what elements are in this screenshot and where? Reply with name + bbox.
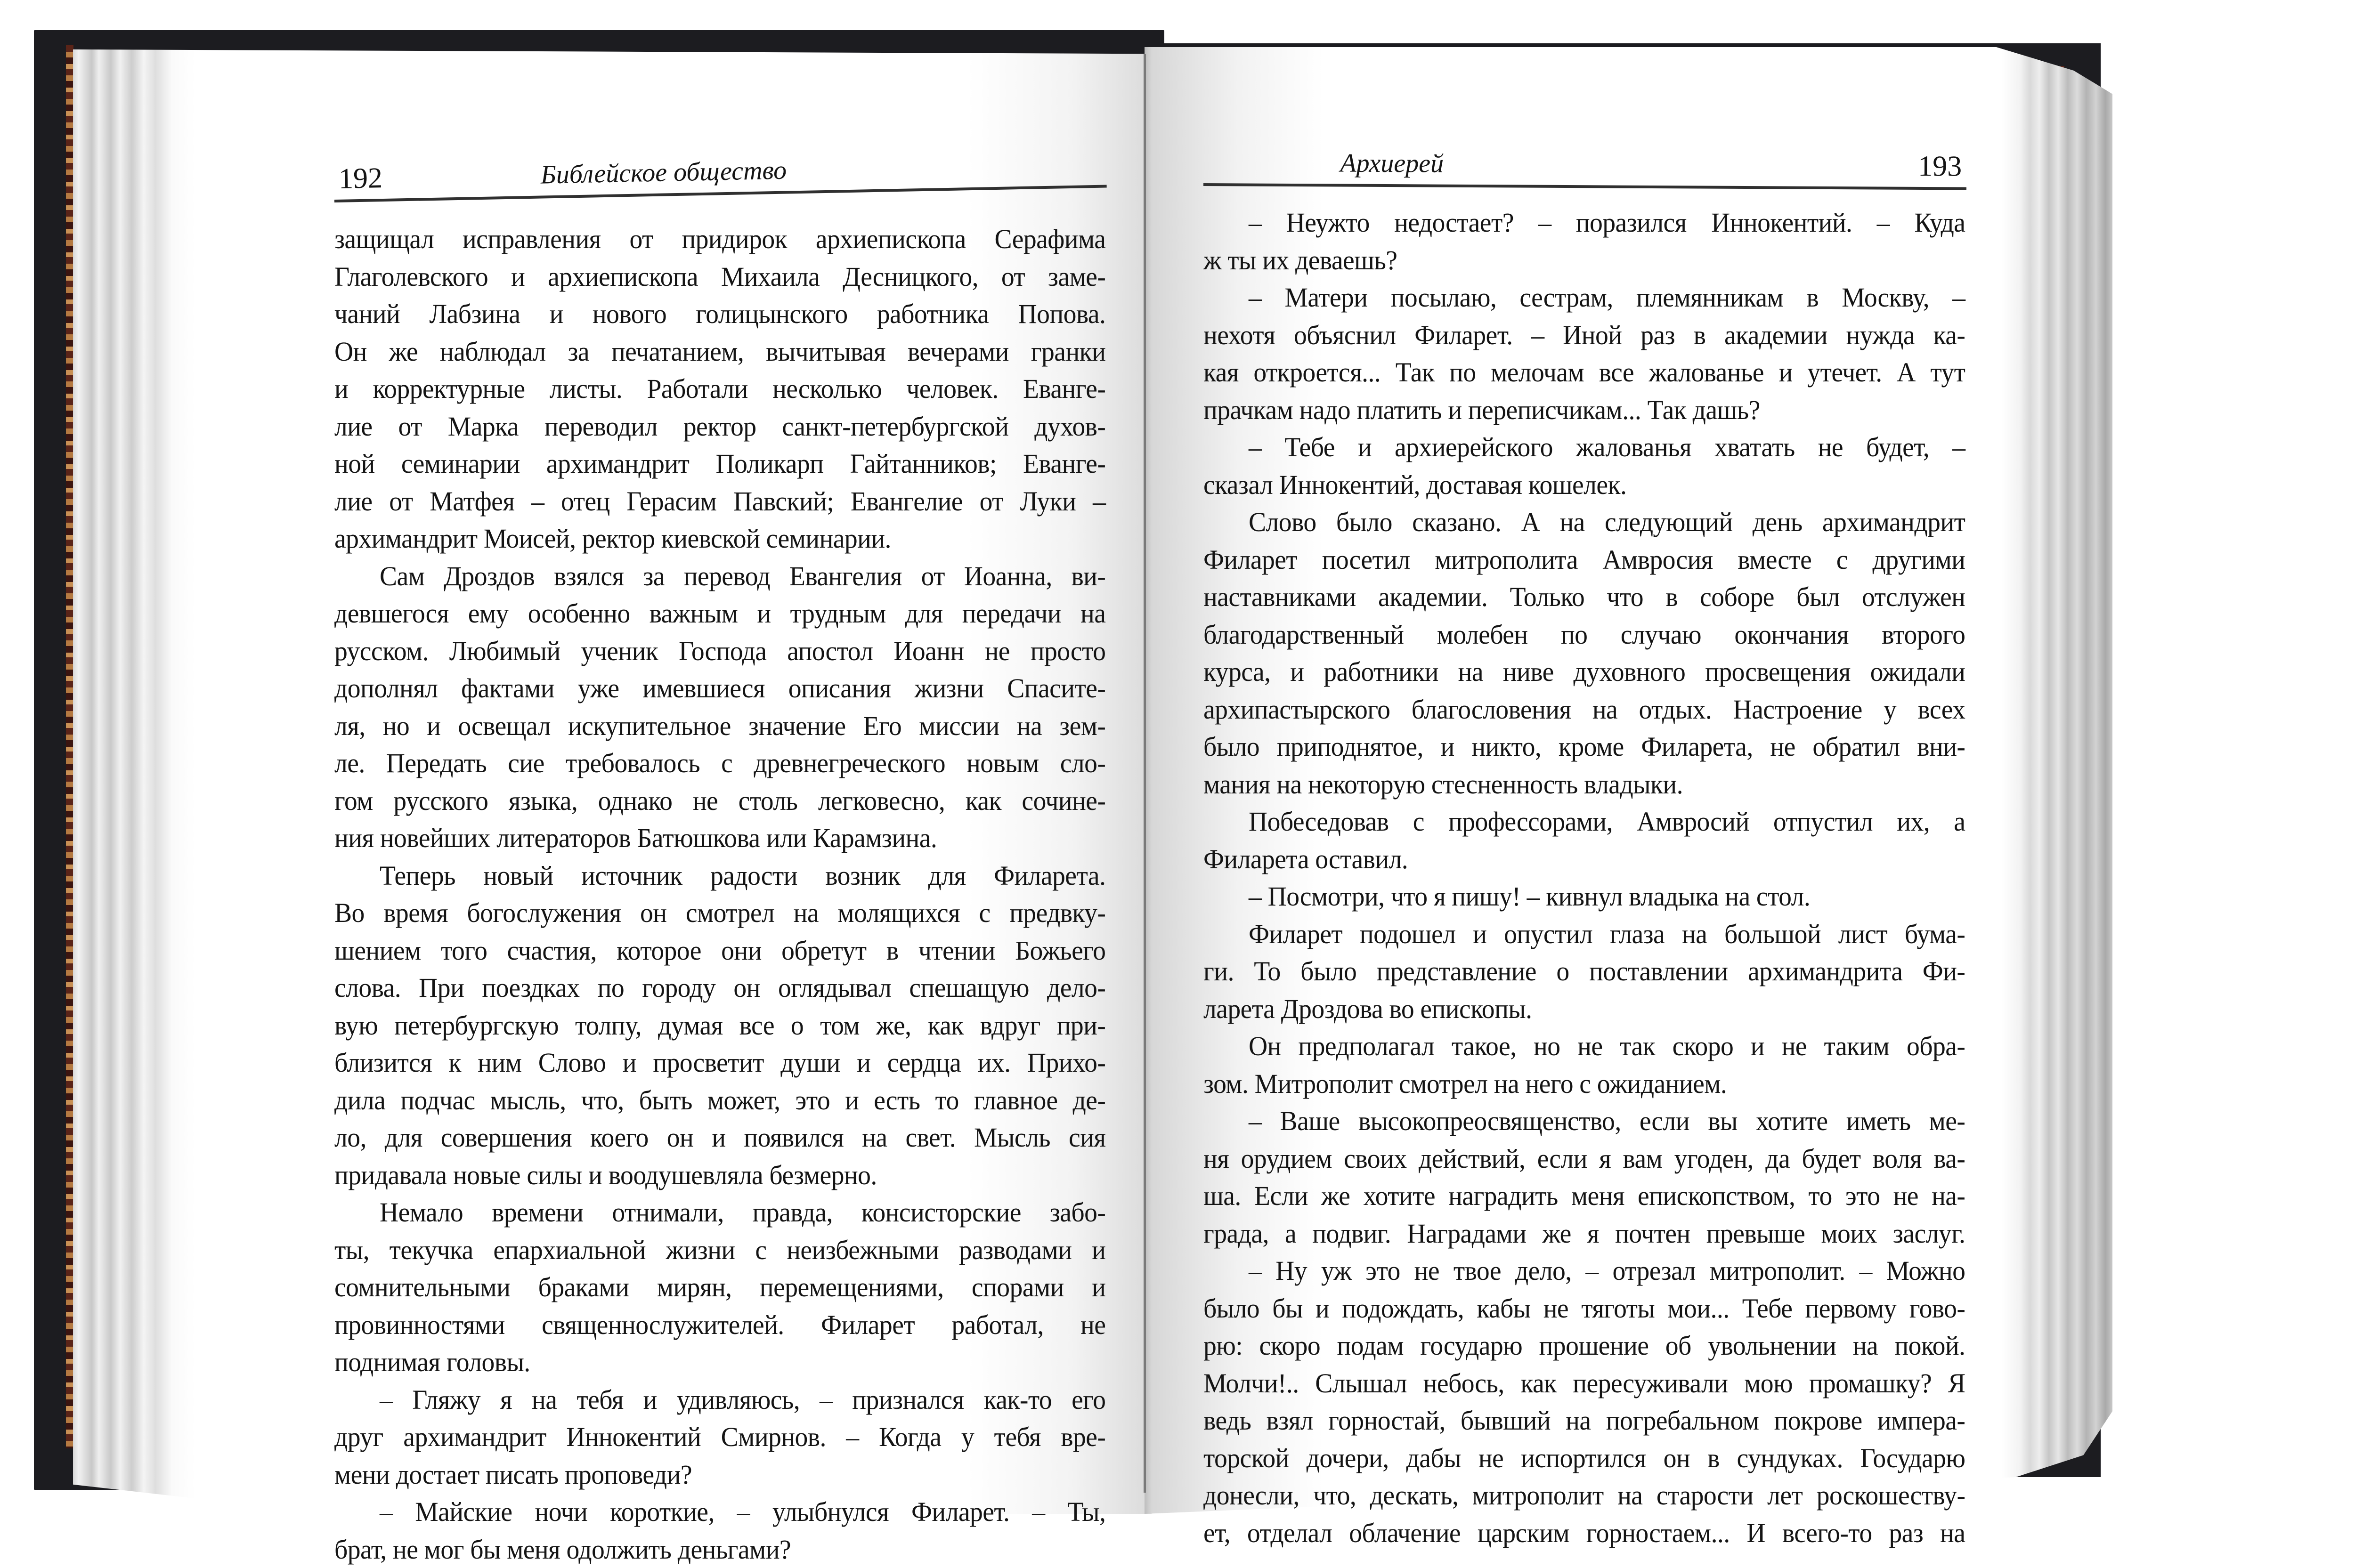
text-line: – Гляжу я на тебя и удивляюсь, – признался как-то его [334,1381,1105,1419]
text-line: сказал Иннокентий, доставая кошелек. [1203,466,1965,504]
text-line: Слово было сказано. А на следующий день архимандрит [1203,503,1965,541]
text-line: ж ты их деваешь? [1203,242,1965,279]
text-line: провинностями священнослужителей. Филарет работал, не [334,1306,1105,1344]
text-line: града, а подвиг. Наградами же я почтен превыше моих заслуг. [1203,1215,1965,1253]
left-page [334,155,1107,1568]
text-line: брат, не мог бы меня одолжить деньгами? [334,1531,1105,1568]
text-line: зом. Митрополит смотрел на него с ожиданием. [1203,1065,1965,1103]
text-line: дополнял фактами уже имевшиеся описания жизни Спасите- [334,670,1105,707]
text-line: придавала новые силы и воодушевляла безмерно. [334,1156,1105,1194]
text-line: нехотя объяснил Филарет. – Иной раз в академии нужда ка- [1203,316,1965,354]
running-title: Архиерей [1203,147,1580,179]
text-line: слова. При поездках по городу он оглядывал спешащую дело- [334,969,1105,1007]
text-line: чаний Лабзина и нового голицынского работника Попова. [334,295,1105,333]
text-line: Теперь новый источник радости возник для Филарета. [334,857,1105,895]
page-body-text [334,220,1107,1568]
header-rule [1203,183,1966,190]
text-line: мания на некоторую стесненность владыки. [1203,766,1965,803]
text-line: Молчи!.. Слышал небось, как пересуживали мою промашку? Я [1203,1365,1965,1402]
running-title: Библейское общество [333,151,993,194]
text-line: ле. Передать сие требовалось с древнегреческого новым сло- [334,744,1105,782]
text-line: архипастырского благословения на отдых. Настроение у всех [1203,691,1965,728]
text-line: ги. То было представление о поставлении архимандрита Фи- [1203,953,1965,990]
text-line: Сам Дроздов взялся за перевод Евангелия от Иоанна, ви- [334,558,1105,595]
text-line: курса, и работники на ниве духовного просвещения ожидали [1203,653,1965,691]
text-line: – Посмотри, что я пишу! – кивнул владыка на стол. [1203,878,1965,915]
text-line: Побеседовав с профессорами, Амвросий отпустил их, а [1203,803,1965,841]
text-line: лие от Матфея – отец Герасим Павский; Евангелие от Луки – [334,483,1105,520]
running-head-right [1203,139,1967,190]
text-line: было приподнятое, и никто, кроме Филарета, не обратил вни- [1203,728,1965,766]
text-line: Филарет подошел и опустил глаза на большой лист бума- [1203,915,1965,953]
text-line: рю: скоро подам государю прошение об увольнении на покой. [1203,1327,1965,1365]
text-line: донесли, что, дескать, митрополит на старости лет роскошеству- [1203,1477,1965,1514]
text-line: друг архимандрит Иннокентий Смирнов. – Когда у тебя вре- [334,1418,1105,1456]
text-line: Немало времени отнимали, правда, консисторские забо- [334,1194,1105,1231]
text-line: ня орудием своих действий, если я вам угоден, да будет воля ва- [1203,1140,1965,1178]
text-line: сомнительными браками мирян, перемещениями, спорами и [334,1269,1105,1306]
text-line: и корректурные листы. Работали несколько человек. Еванге- [334,370,1105,408]
text-line: ведь взял горностай, бывший на погребальном покрове импера- [1203,1402,1965,1439]
text-line: – Ваше высокопреосвященство, если вы хотите иметь ме- [1203,1102,1965,1140]
text-line: Глаголевского и архиепископа Михаила Десницкого, от заме- [334,258,1105,296]
text-line: Филарета оставил. [1203,841,1965,878]
text-line: кая откроется... Так по мелочам все жалованье и утечет. А тут [1203,354,1965,391]
text-line: ет, отделал облачение царским горностаем... И всего-то раз на [1203,1514,1965,1552]
text-line: ло, для совершения коего он и появился на свет. Мысль сия [334,1119,1105,1156]
text-line: Он предполагал такое, но не так скоро и не таким обра- [1203,1027,1965,1065]
text-line: было бы и подождать, кабы не тяготы мои... Тебе первому гово- [1203,1290,1965,1327]
text-line: поднимая головы. [334,1343,1105,1381]
text-line: лие от Марка переводил ректор санкт-петербургской духов- [334,408,1105,445]
page-body-text [1203,204,1966,1552]
book-gutter [1144,54,1146,1493]
text-line: ной семинарии архимандрит Поликарп Гайтанников; Еванге- [334,445,1105,483]
text-line: благодарственный молебен по случаю окончания второго [1203,616,1965,654]
text-line: защищал исправления от придирок архиепископа Серафима [334,220,1105,258]
text-line: близится к ним Слово и просветит души и сердца их. Прихо- [334,1044,1105,1082]
endpaper-pattern-left [66,45,73,1448]
text-line: вую петербургскую толпу, думая все о том же, как вдруг при- [334,1007,1105,1044]
text-line: наставниками академии. Только что в соборе был отслужен [1203,578,1965,616]
text-line: гом русского языка, однако не столь легковесно, как сочине- [334,782,1105,820]
page-number: 193 [1918,150,1962,183]
text-line: ля, но и освещал искупительное значение Его миссии на зем- [334,707,1105,745]
text-line: девшегося ему особенно важным и трудным для передачи на [334,595,1105,632]
text-line: – Тебе и архиерейского жалованья хватать не будет, – [1203,428,1965,466]
text-line: дила подчас мысль, что, быть может, это и есть то главное де- [334,1082,1105,1119]
text-line: Он же наблюдал за печатанием, вычитывая вечерами гранки [334,333,1105,371]
right-page [1203,139,1966,1552]
text-line: мени достает писать проповеди? [334,1456,1105,1494]
text-line: шением того счастия, которое они обретут в чтении Божьего [334,932,1105,970]
text-line: Во время богослужения он смотрел на молящихся с предвку- [334,894,1105,932]
text-line: торской дочери, дабы не испортился он в сундуках. Государю [1203,1439,1965,1477]
text-line: ты, текучка епархиальной жизни с неизбежными разводами и [334,1231,1105,1269]
text-line: – Майские ночи короткие, – улыбнулся Филарет. – Ты, [334,1493,1105,1531]
text-line: ния новейших литераторов Батюшкова или Карамзина. [334,819,1105,857]
text-line: русском. Любимый ученик Господа апостол Иоанн не просто [334,632,1105,670]
text-line: – Матери посылаю, сестрам, племянникам в Москву, – [1203,279,1965,316]
text-line: архимандрит Моисей, ректор киевской семинарии. [334,520,1105,558]
text-line: прачкам надо платить и переписчикам... Так дашь? [1203,391,1965,429]
page-number: 192 [338,162,382,196]
text-line: – Неужто недостает? – поразился Иннокентий. – Куда [1203,204,1965,242]
text-line: Филарет посетил митрополита Амвросия вместе с другими [1203,541,1965,579]
text-line: ларета Дроздова во епископы. [1203,990,1965,1028]
text-line: – Ну уж это не твое дело, – отрезал митрополит. – Можно [1203,1252,1965,1290]
text-line: ша. Если же хотите наградить меня епископством, то это не на- [1203,1177,1965,1215]
